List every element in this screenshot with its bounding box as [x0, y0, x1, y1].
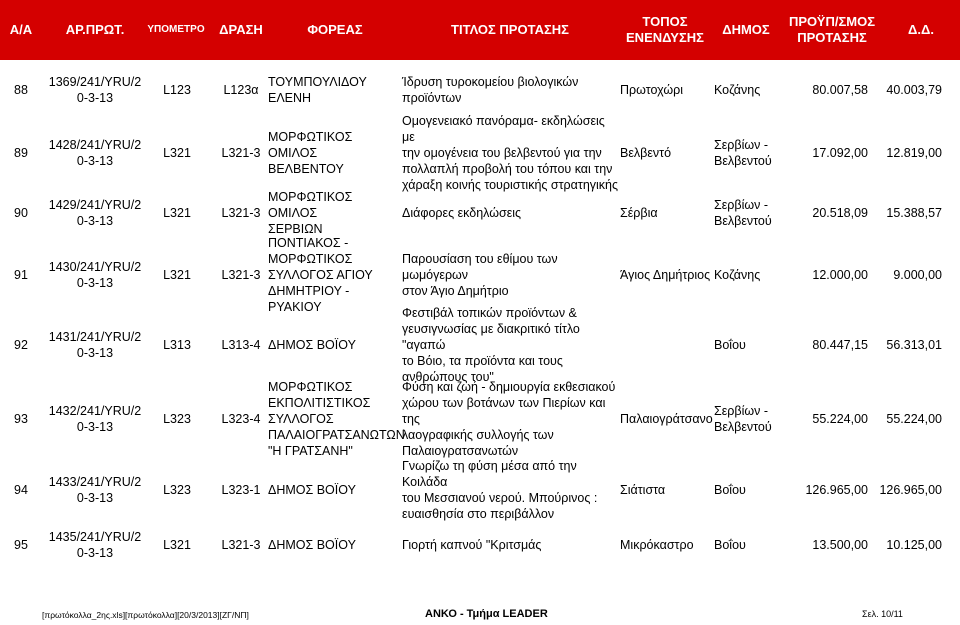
- cell-aa: 92: [14, 338, 28, 352]
- cell-body: ΔΗΜΟΣ ΒΟΪΟΥ: [268, 338, 356, 352]
- cell-action: L313-4: [221, 338, 261, 352]
- cell-action: L323-4: [221, 412, 261, 426]
- cell-location: Παλαιογράτσανο: [620, 412, 713, 426]
- cell-location: Μικρόκαστρο: [620, 538, 694, 552]
- cell-aa: 95: [14, 538, 28, 552]
- cell-protocol: 1429/241/YRU/2 0-3-13: [48, 198, 142, 228]
- cell-submeasure: L321: [163, 538, 191, 552]
- cell-public-expense: 12.819,00: [886, 146, 942, 160]
- cell-location: Σιάτιστα: [620, 483, 666, 497]
- cell-aa: 89: [14, 146, 28, 160]
- table-row: [0, 188, 960, 238]
- cell-aa: 88: [14, 83, 28, 97]
- cell-title: Ομογενειακό πανόραμα- εκδηλώσεις με την ομογένεια του βελβεντού για την πολλαπλή προβολή του τόπου και την χάραξη κοινής τουριστικής στρατηγικής: [402, 114, 619, 192]
- cell-title: Ίδρυση τυροκομείου βιολογικών προϊόντων: [402, 75, 579, 105]
- cell-budget: 20.518,09: [812, 206, 868, 220]
- cell-action: L323-1: [221, 483, 261, 497]
- cell-body: ΤΟΥΜΠΟΥΛΙΔΟΥ ΕΛΕΝΗ: [268, 75, 367, 105]
- cell-public-expense: 10.125,00: [886, 538, 942, 552]
- table-row: [0, 306, 960, 384]
- cell-protocol: 1435/241/YRU/2 0-3-13: [48, 530, 142, 560]
- cell-body: ΜΟΡΦΩΤΙΚΟΣ ΟΜΙΛΟΣ ΣΕΡΒΙΩΝ: [268, 190, 353, 236]
- footer-page-number: Σελ. 10/11: [862, 609, 903, 619]
- cell-body: ΠΟΝΤΙΑΚΟΣ - ΜΟΡΦΩΤΙΚΟΣ ΣΥΛΛΟΓΟΣ ΑΓΙΟΥ ΔΗΜΗΤΡΙΟΥ - ΡΥΑΚΙΟΥ: [268, 236, 373, 314]
- cell-title: Παρουσίαση του εθίμου των μωμόγερων στον Άγιο Δημήτριο: [402, 252, 558, 298]
- cell-municipality: Βοΐου: [714, 538, 746, 552]
- footer-center-label: ΑΝΚΟ - Τμήμα LEADER: [425, 608, 548, 620]
- cell-municipality: Σερβίων - Βελβεντού: [714, 198, 772, 228]
- cell-protocol: 1431/241/YRU/2 0-3-13: [48, 330, 142, 360]
- page-footer: [0, 608, 960, 624]
- cell-municipality: Σερβίων - Βελβεντού: [714, 404, 772, 434]
- table-row: [0, 460, 960, 520]
- col-header-public-expense: Δ.Δ.: [908, 22, 934, 37]
- cell-title: Διάφορες εκδηλώσεις: [402, 206, 522, 220]
- cell-aa: 90: [14, 206, 28, 220]
- col-header-title: ΤΙΤΛΟΣ ΠΡΟΤΑΣΗΣ: [451, 22, 569, 37]
- cell-action: L123α: [223, 83, 259, 97]
- cell-action: L321-3: [221, 206, 261, 220]
- cell-location: Σέρβια: [620, 206, 658, 220]
- cell-municipality: Σερβίων - Βελβεντού: [714, 138, 772, 168]
- cell-budget: 17.092,00: [812, 146, 868, 160]
- cell-body: ΜΟΡΦΩΤΙΚΟΣ ΟΜΙΛΟΣ ΒΕΛΒΕΝΤΟΥ: [268, 130, 353, 176]
- cell-title: Φύση και ζωή - δημιουργία εκθεσιακού χώρου των βοτάνων των Πιερίων και της λαογραφικής συλλογής των Παλαιογρατσανωτών: [402, 380, 616, 458]
- cell-submeasure: L323: [163, 483, 191, 497]
- cell-location: Πρωτοχώρι: [620, 83, 683, 97]
- cell-aa: 93: [14, 412, 28, 426]
- cell-submeasure: L123: [163, 83, 191, 97]
- table-row: [0, 524, 960, 566]
- cell-municipality: Βοΐου: [714, 483, 746, 497]
- col-header-body: ΦΟΡΕΑΣ: [307, 22, 363, 37]
- cell-public-expense: 55.224,00: [886, 412, 942, 426]
- cell-submeasure: L321: [163, 146, 191, 160]
- cell-public-expense: 15.388,57: [886, 206, 942, 220]
- footer-file-path: [πρωτόκολλα_2ης.xls][πρωτόκολλα][20/3/2013][ΖΓ/ΝΠ]: [42, 610, 249, 620]
- cell-public-expense: 126.965,00: [879, 483, 942, 497]
- cell-submeasure: L323: [163, 412, 191, 426]
- cell-budget: 13.500,00: [812, 538, 868, 552]
- cell-public-expense: 40.003,79: [886, 83, 942, 97]
- cell-title: Γιορτή καπνού "Κριτσμάς: [402, 538, 542, 552]
- cell-aa: 91: [14, 268, 28, 282]
- cell-body: ΜΟΡΦΩΤΙΚΟΣ ΕΚΠΟΛΙΤΙΣΤΙΚΟΣ ΣΥΛΛΟΓΟΣ ΠΑΛΑΙΟΓΡΑΤΣΑΝΩΤΩΝ "Η ΓΡΑΤΣΑΝΗ": [268, 380, 405, 458]
- cell-location: Βελβεντό: [620, 146, 672, 160]
- cell-action: L321-3: [221, 268, 261, 282]
- cell-aa: 94: [14, 483, 28, 497]
- cell-protocol: 1430/241/YRU/2 0-3-13: [48, 260, 142, 290]
- cell-submeasure: L321: [163, 206, 191, 220]
- cell-title: Γνωρίζω τη φύση μέσα από την Κοιλάδα του Μεσσιανού νερού. Μπούρινος : ευαισθησία στο περιβάλλον: [402, 459, 598, 521]
- cell-budget: 12.000,00: [812, 268, 868, 282]
- col-header-protocol: ΑΡ.ΠΡΩΤ.: [65, 22, 125, 37]
- table-row: [0, 380, 960, 458]
- table-row: [0, 236, 960, 314]
- cell-action: L321-3: [221, 538, 261, 552]
- col-header-submeasure: ΥΠΟΜΕΤΡΟ: [147, 24, 205, 35]
- cell-location: [620, 312, 712, 378]
- table-row: [0, 62, 960, 118]
- cell-protocol: 1432/241/YRU/2 0-3-13: [48, 404, 142, 434]
- col-header-municipality: ΔΗΜΟΣ: [722, 22, 770, 37]
- col-header-location: ΤΟΠΟΣ ΕΝΕΝΔΥΣΗΣ: [626, 14, 704, 45]
- cell-budget: 55.224,00: [812, 412, 868, 426]
- col-header-aa: Α/Α: [9, 22, 33, 37]
- cell-public-expense: 9.000,00: [893, 268, 942, 282]
- col-header-action: ΔΡΑΣΗ: [219, 22, 263, 37]
- cell-budget: 126.965,00: [805, 483, 868, 497]
- cell-title: Φεστιβάλ τοπικών προϊόντων & γευσιγνωσίας με διακριτικό τίτλο "αγαπώ το Βόιο, τα προϊόντα και τους ανθρώπους του": [402, 306, 580, 384]
- cell-submeasure: L321: [163, 268, 191, 282]
- cell-protocol: 1369/241/YRU/2 0-3-13: [48, 75, 142, 105]
- table-row: [0, 114, 960, 192]
- cell-budget: 80.007,58: [812, 83, 868, 97]
- col-header-budget: ΠΡΟΫΠ/ΣΜΟΣ ΠΡΟΤΑΣΗΣ: [788, 14, 876, 45]
- cell-budget: 80.447,15: [812, 338, 868, 352]
- cell-municipality: Βοΐου: [714, 338, 746, 352]
- cell-protocol: 1428/241/YRU/2 0-3-13: [48, 138, 142, 168]
- cell-location: Άγιος Δημήτριος: [620, 268, 711, 282]
- cell-body: ΔΗΜΟΣ ΒΟΪΟΥ: [268, 483, 356, 497]
- cell-public-expense: 56.313,01: [886, 338, 942, 352]
- cell-municipality: Κοζάνης: [714, 268, 761, 282]
- cell-municipality: Κοζάνης: [714, 83, 761, 97]
- cell-action: L321-3: [221, 146, 261, 160]
- cell-body: ΔΗΜΟΣ ΒΟΪΟΥ: [268, 538, 356, 552]
- cell-submeasure: L313: [163, 338, 191, 352]
- table-header: [0, 0, 960, 60]
- cell-protocol: 1433/241/YRU/2 0-3-13: [48, 475, 142, 505]
